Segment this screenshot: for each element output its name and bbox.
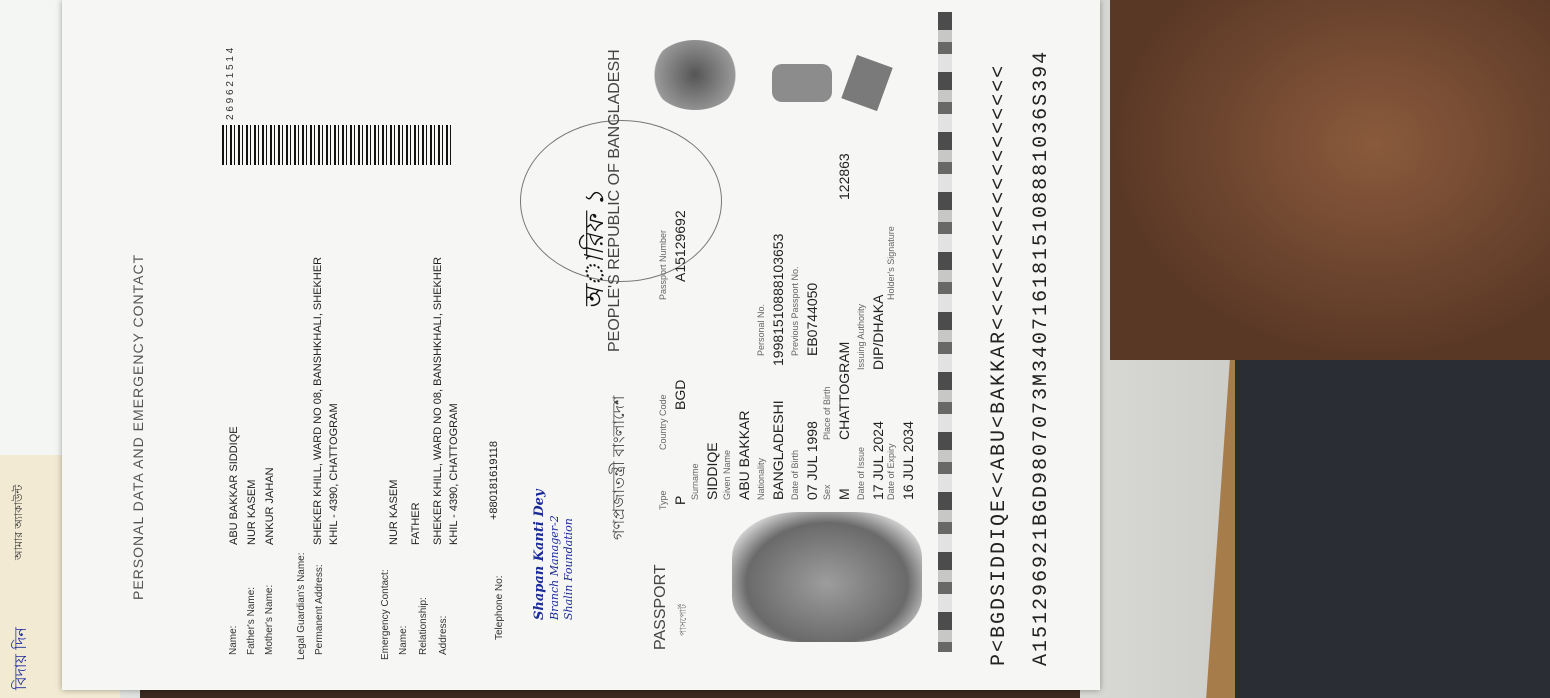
- value-nationality: BANGLADESHI: [770, 400, 786, 500]
- hand-arm: [1110, 0, 1550, 360]
- value-pob-code: 122863: [836, 153, 852, 200]
- value-personal-no: 19981510888103653: [770, 233, 786, 366]
- label-ec-address: Address:: [438, 615, 449, 655]
- mrz-line-1: P<BGDSIDDIQE<<ABU<BAKKAR<<<<<<<<<<<<<<<<<<<: [988, 63, 1011, 666]
- value-doi: 17 JUL 2024: [870, 421, 886, 500]
- value-ec-address-1: SHEKER KHILL, WARD NO 08, BANSHKHALI, SHEKHER: [432, 256, 444, 545]
- label-emergency: Emergency Contact:: [380, 569, 391, 660]
- value-prev-passport: EB0744050: [804, 282, 820, 356]
- passport-thumb-photo: [772, 64, 832, 102]
- passport-republic-en: PEOPLE'S REPUBLIC OF BANGLADESH: [606, 49, 623, 352]
- label-country-code: Country Code: [658, 394, 668, 450]
- value-sex: M: [836, 488, 852, 500]
- label-ec-name: Name:: [398, 625, 409, 655]
- value-country-code: BGD: [672, 379, 688, 410]
- label-authority: Issuing Authority: [856, 303, 866, 370]
- label-doi: Date of Issue: [856, 446, 866, 500]
- passport-photo: [732, 512, 922, 642]
- value-relationship: FATHER: [410, 502, 422, 545]
- passport-title-bn: পাসপোর্ট: [678, 604, 688, 636]
- value-ec-address-2: KHIL - 4390, CHATTOGRAM: [448, 403, 460, 545]
- label-guardian: Legal Guardian's Name:: [296, 552, 307, 660]
- value-address-2: KHIL - 4390, CHATTOGRAM: [328, 403, 340, 545]
- stamp-title: Branch Manager-2: [548, 515, 561, 620]
- label-sex: Sex: [822, 484, 832, 500]
- passport-title: PASSPORT: [652, 564, 669, 650]
- label-father: Father's Name:: [246, 586, 257, 655]
- note-text-bottom: বিদায় দিন: [13, 627, 30, 690]
- label-telephone: Telephone No:: [494, 575, 505, 640]
- value-ec-name: NUR KASEM: [388, 479, 400, 545]
- label-nationality: Nationality: [756, 457, 766, 500]
- label-pob: Place of Birth: [822, 386, 832, 440]
- value-address-1: SHEKER KHILL, WARD NO 08, BANSHKHALI, SHEKHER: [312, 256, 324, 545]
- label-signature: Holder's Signature: [886, 226, 896, 300]
- value-pob: CHATTOGRAM: [836, 341, 852, 440]
- value-doe: 16 JUL 2034: [900, 421, 916, 500]
- label-mother: Mother's Name:: [264, 584, 275, 655]
- label-doe: Date of Expiry: [886, 443, 896, 500]
- label-name: Name:: [228, 625, 239, 655]
- value-given: ABU BAKKAR: [736, 410, 752, 500]
- label-given: Given Name: [722, 449, 732, 500]
- label-type: Type: [658, 490, 668, 510]
- value-name: ABU BAKKAR SIDDIQE: [228, 426, 240, 545]
- note-text-top: আমার অ্যাকাউন্ট: [13, 484, 25, 560]
- label-surname: Surname: [690, 463, 700, 500]
- label-dob: Date of Birth: [790, 449, 800, 500]
- stamp-name: Shapan Kanti Dey: [532, 489, 547, 620]
- section-heading: PERSONAL DATA AND EMERGENCY CONTACT: [130, 253, 146, 600]
- label-address: Permanent Address:: [314, 564, 325, 655]
- stamp-org: Shalin Foundation: [562, 518, 575, 620]
- value-dob: 07 JUL 1998: [804, 421, 820, 500]
- passport-ghost-photo: [650, 40, 740, 110]
- mrz-line-2: A151296921BGD9807073M3407161815108881036S394: [1030, 49, 1053, 666]
- value-telephone: +880181619118: [488, 440, 500, 520]
- value-authority: DIP/DHAKA: [870, 294, 886, 370]
- passport-republic-bn: গণপ্রজাতন্ত্রী বাংলাদেশ: [611, 395, 628, 540]
- value-passport-no: A15129692: [672, 210, 688, 282]
- label-prev-passport: Previous Passport No.: [790, 266, 800, 356]
- value-father: NUR KASEM: [246, 479, 258, 545]
- value-type: P: [672, 495, 688, 505]
- value-mother: ANKUR JAHAN: [264, 467, 276, 545]
- barcode: [222, 125, 452, 165]
- label-relationship: Relationship:: [418, 597, 429, 655]
- value-surname: SIDDIQE: [704, 442, 720, 500]
- label-personal-no: Personal No.: [756, 303, 766, 356]
- handwritten-note: অারিফ ১: [580, 189, 610, 310]
- passport-security-strip: [938, 12, 952, 652]
- label-passport-no: Passport Number: [658, 229, 668, 300]
- barcode-digits: 2 6 9 6 2 1 5 1 4: [225, 47, 236, 120]
